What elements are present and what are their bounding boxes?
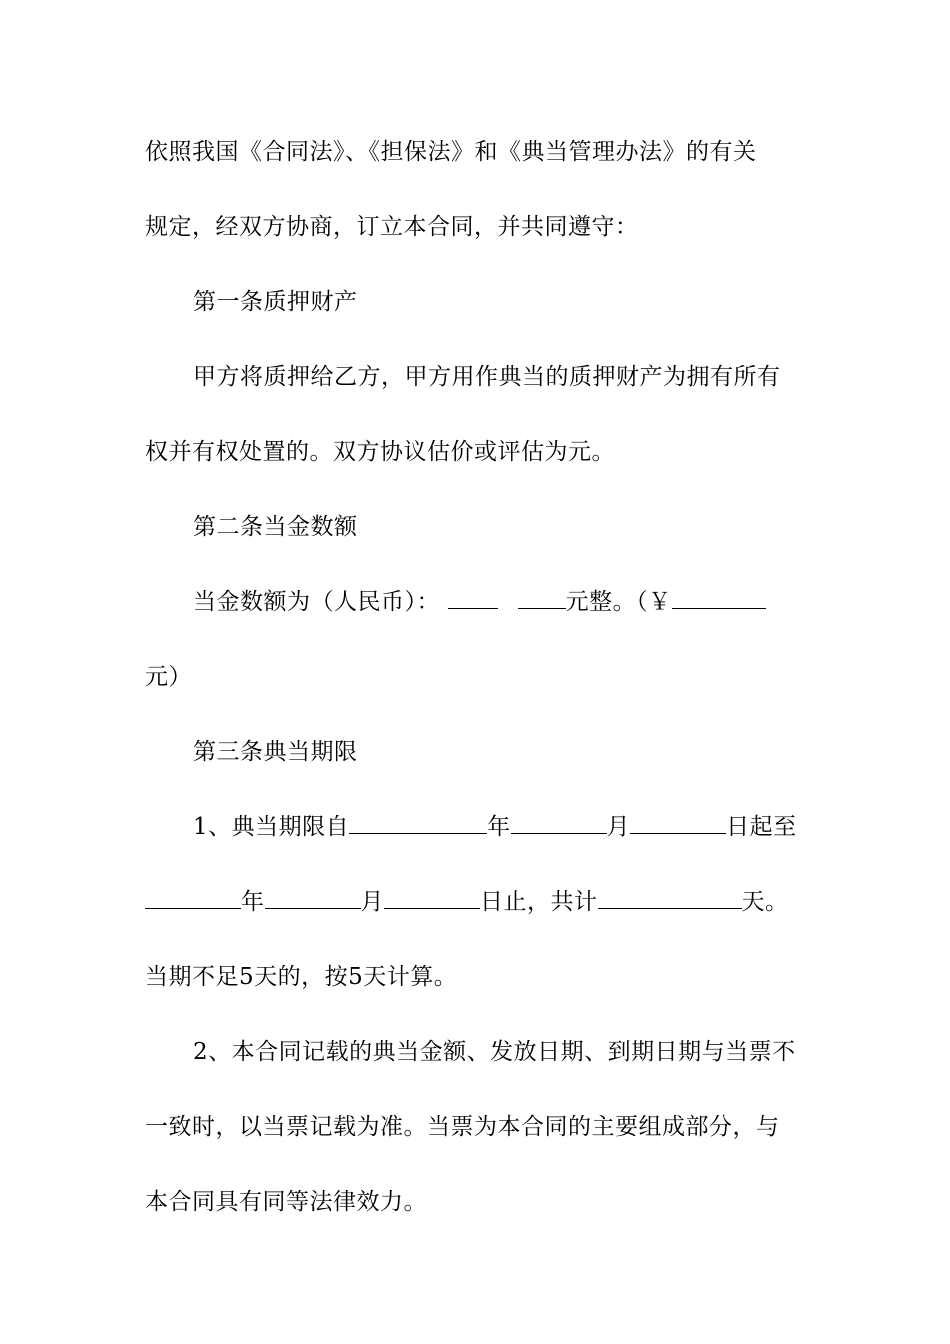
amount-mid: 元整。（￥ bbox=[565, 589, 672, 615]
amount-line-2: 元） bbox=[145, 664, 192, 690]
end-day-blank[interactable] bbox=[384, 888, 480, 909]
amount-yuan-blank[interactable] bbox=[672, 588, 766, 609]
article-1-title: 第一条质押财产 bbox=[193, 289, 358, 315]
day-end-label: 日止，共计 bbox=[480, 889, 598, 915]
amount-blank-2[interactable] bbox=[518, 588, 566, 609]
start-day-blank[interactable] bbox=[630, 813, 726, 834]
days-label: 天。 bbox=[741, 889, 789, 915]
term-prefix: 1、典当期限自 bbox=[193, 814, 350, 840]
text-line: 2、本合同记载的典当金额、发放日期、到期日期与当票不 bbox=[193, 1039, 796, 1065]
text-line: 本合同具有同等法律效力。 bbox=[145, 1189, 427, 1215]
article-3-title: 第三条典当期限 bbox=[193, 739, 358, 765]
amount-prefix: 当金数额为（人民币）： bbox=[193, 589, 440, 615]
term-line-2 bbox=[145, 887, 807, 917]
end-month-blank[interactable] bbox=[265, 888, 361, 909]
year-label: 年 bbox=[241, 889, 265, 915]
text-line: 一致时，以当票记载为准。当票为本合同的主要组成部分，与 bbox=[145, 1114, 780, 1140]
term-line-1 bbox=[193, 812, 807, 842]
amount-blank-1[interactable] bbox=[448, 588, 498, 609]
text-line: 依照我国《合同法》、《担保法》和《典当管理办法》的有关 bbox=[145, 139, 757, 165]
text-line: 权并有权处置的。双方协议估价或评估为元。 bbox=[145, 439, 615, 465]
month-label: 月 bbox=[606, 814, 631, 840]
end-year-blank[interactable] bbox=[145, 888, 241, 909]
amount-line bbox=[193, 587, 807, 617]
term-line-3: 当期不足5天的，按5天计算。 bbox=[145, 964, 458, 990]
day-start-label: 日起至 bbox=[726, 814, 797, 840]
start-year-blank[interactable] bbox=[349, 813, 487, 834]
text-line: 规定，经双方协商，订立本合同，并共同遵守： bbox=[145, 214, 639, 240]
year-label: 年 bbox=[487, 814, 511, 840]
article-2-title: 第二条当金数额 bbox=[193, 514, 358, 540]
month-label: 月 bbox=[360, 889, 384, 915]
total-days-blank[interactable] bbox=[598, 888, 742, 909]
text-line: 甲方将质押给乙方，甲方用作典当的质押财产为拥有所有 bbox=[193, 364, 781, 390]
start-month-blank[interactable] bbox=[511, 813, 607, 834]
